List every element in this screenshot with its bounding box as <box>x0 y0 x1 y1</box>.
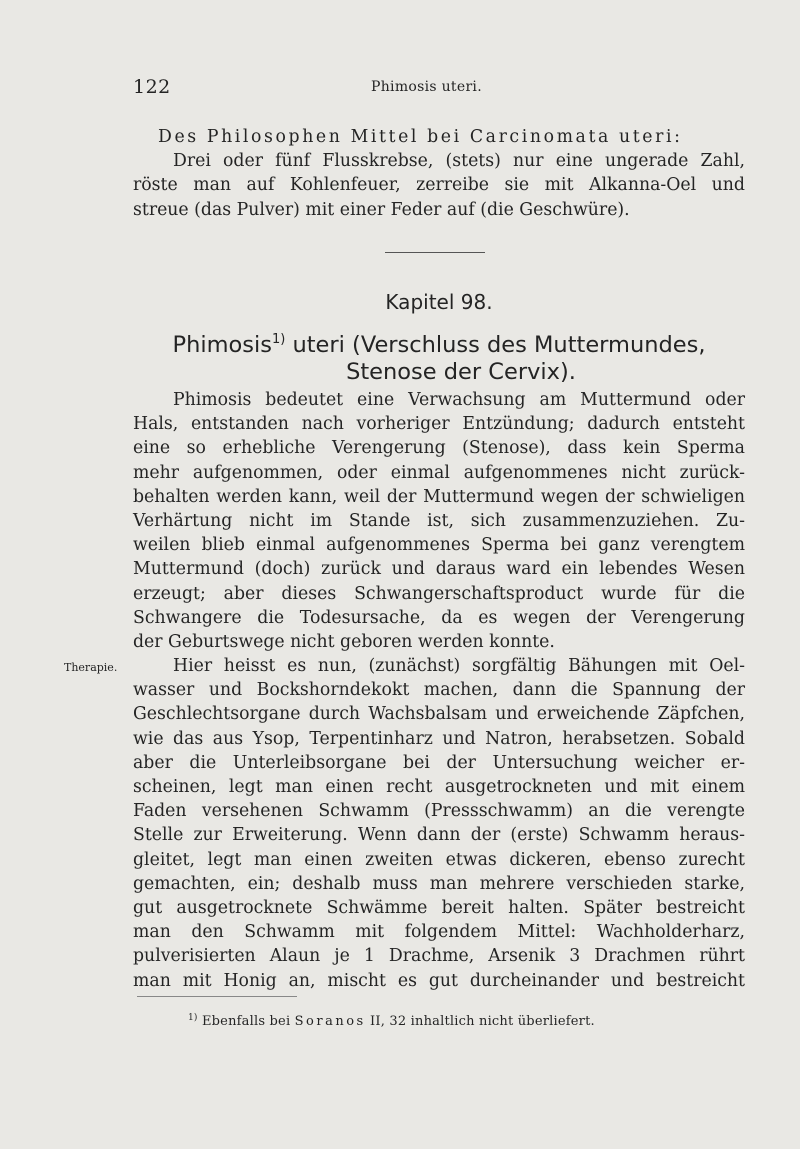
text-line: man den Schwamm mit folgendem Mittel: Wachholderharz, <box>133 922 745 943</box>
text-line: Schwangere die Todesursache, da es wegen der Verengerung <box>133 607 745 628</box>
text-line: gemachten, ein; deshalb muss man mehrere verschieden starke, <box>133 873 745 894</box>
text-line: eine so erhebliche Verengerung (Stenose), dass kein Sperma <box>133 438 745 459</box>
text-line: scheinen, legt man einen recht ausgetrockneten und mit einem <box>133 777 745 798</box>
chapter-title-start: Phimosis <box>172 332 272 358</box>
recipe-line: Drei oder fünf Flusskrebse, (stets) nur eine ungerade Zahl, <box>173 151 745 172</box>
text-line: wasser und Bockshorndekokt machen, dann die Spannung der <box>133 680 745 701</box>
chapter-title-line <box>133 326 745 359</box>
text-line: pulverisierten Alaun je 1 Drachme, Arsenik 3 Drachmen rührt <box>133 946 745 967</box>
text-line: weilen blieb einmal aufgenommenes Sperma bei ganz verengtem <box>133 535 745 556</box>
recipe-line: streue (das Pulver) mit einer Feder auf (die Geschwüre). <box>133 199 630 220</box>
text-line: aber die Unterleibsorgane bei der Untersuchung weicher er- <box>133 752 745 773</box>
text-line: wie das aus Ysop, Terpentinharz und Natron, herabsetzen. Sobald <box>133 728 745 749</box>
footnote <box>188 1013 595 1029</box>
chapter-title-line: Stenose der Cervix). <box>346 359 576 385</box>
section-divider <box>385 252 485 253</box>
text-line: Hals, entstanden nach vorheriger Entzündung; dadurch entsteht <box>133 414 745 435</box>
text-line: Faden versehenen Schwamm (Pressschwamm) an die verengte <box>133 801 745 822</box>
page-number: 122 <box>133 76 171 98</box>
paragraph-therapy <box>133 654 745 993</box>
text-line: Muttermund (doch) zurück und daraus ward ein lebendes Wesen <box>133 559 745 580</box>
text-line: gut ausgetrocknete Schwämme bereit halten. Später bestreicht <box>133 898 745 919</box>
page-header <box>133 76 745 102</box>
text-line: gleitet, legt man einen zweiten etwas dickeren, ebenso zurecht <box>133 849 745 870</box>
chapter-label: Kapitel 98. <box>385 290 493 314</box>
recipe-heading: Des Philosophen Mittel bei Carcinomata uteri: <box>158 127 683 147</box>
margin-note-therapie: Therapie. <box>64 661 118 674</box>
paragraph-definition <box>133 388 745 654</box>
footnote-text-end: II, 32 inhaltlich nicht überliefert. <box>365 1014 595 1029</box>
text-line: Phimosis bedeutet eine Verwachsung am Muttermund oder <box>173 390 745 410</box>
text-line: der Geburtswege nicht geboren werden konnte. <box>133 632 555 653</box>
running-head: Phimosis uteri. <box>371 79 482 95</box>
chapter-footnote-mark: 1) <box>271 332 286 347</box>
text-line: Verhärtung nicht im Stande ist, sich zusammenzuziehen. Zu- <box>133 511 745 532</box>
text-line: behalten werden kann, weil der Muttermund wegen der schwieligen <box>133 486 745 507</box>
chapter-title <box>133 326 745 386</box>
text-line: erzeugt; aber dieses Schwangerschaftsproduct wurde für die <box>133 583 745 604</box>
recipe-section <box>133 125 745 222</box>
footnote-mark: 1) <box>188 1013 198 1023</box>
footnote-rule <box>137 996 297 997</box>
text-line: Stelle zur Erweiterung. Wenn dann der (erste) Schwamm heraus- <box>133 825 745 846</box>
text-line: Hier heisst es nun, (zunächst) sorgfältig Bähungen mit Oel- <box>173 656 745 676</box>
text-line: mehr aufgenommen, oder einmal aufgenommenes nicht zurück- <box>133 462 745 483</box>
text-line: Geschlechtsorgane durch Wachsbalsam und erweichende Zäpfchen, <box>133 704 745 725</box>
footnote-author: Soranos <box>294 1014 366 1029</box>
chapter-title-rest: uteri (Verschluss des Muttermundes, <box>285 332 706 358</box>
footnote-text: Ebenfalls bei <box>197 1014 295 1029</box>
recipe-line: röste man auf Kohlenfeuer, zerreibe sie mit Alkanna-Oel und <box>133 175 745 196</box>
text-line: man mit Honig an, mischt es gut durcheinander und bestreicht <box>133 970 745 991</box>
